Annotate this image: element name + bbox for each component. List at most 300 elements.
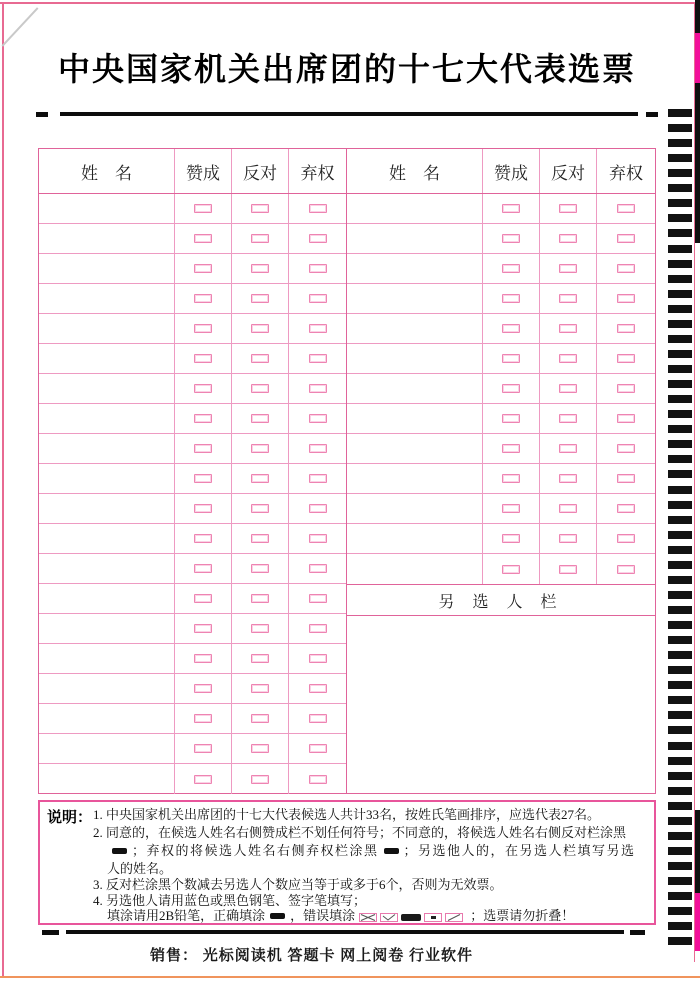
write-in-area[interactable] bbox=[347, 615, 655, 793]
candidate-row bbox=[347, 254, 655, 284]
approve-bubble-cell bbox=[483, 194, 540, 223]
fill-bubble[interactable] bbox=[194, 775, 212, 784]
fill-bubble[interactable] bbox=[309, 474, 327, 483]
fill-bubble[interactable] bbox=[617, 534, 635, 543]
timing-mark bbox=[668, 290, 692, 298]
fill-bubble[interactable] bbox=[502, 234, 520, 243]
candidate-name-cell[interactable] bbox=[347, 284, 483, 313]
candidate-row bbox=[39, 764, 346, 794]
fill-bubble[interactable] bbox=[194, 594, 212, 603]
fill-bubble[interactable] bbox=[502, 354, 520, 363]
fill-bubble[interactable] bbox=[309, 684, 327, 693]
fill-bubble[interactable] bbox=[251, 414, 269, 423]
abstain-bubble-cell bbox=[289, 554, 346, 583]
candidate-name-cell[interactable] bbox=[39, 734, 175, 763]
fill-bubble[interactable] bbox=[309, 564, 327, 573]
fill-bubble[interactable] bbox=[251, 354, 269, 363]
fill-bubble[interactable] bbox=[559, 534, 577, 543]
fill-bubble[interactable] bbox=[251, 714, 269, 723]
candidate-row bbox=[39, 704, 346, 734]
fill-bubble[interactable] bbox=[559, 324, 577, 333]
candidate-name-cell[interactable] bbox=[347, 314, 483, 343]
timing-mark bbox=[668, 169, 692, 177]
abstain-bubble-cell bbox=[597, 404, 655, 433]
candidate-name-cell[interactable] bbox=[39, 674, 175, 703]
abstain-bubble-cell bbox=[289, 404, 346, 433]
candidate-row bbox=[347, 284, 655, 314]
candidate-row bbox=[39, 674, 346, 704]
approve-bubble-cell bbox=[483, 434, 540, 463]
candidate-row bbox=[39, 404, 346, 434]
candidate-table-left bbox=[38, 148, 347, 794]
candidate-row bbox=[347, 464, 655, 494]
fill-bubble[interactable] bbox=[251, 234, 269, 243]
timing-mark bbox=[668, 275, 692, 283]
timing-mark bbox=[668, 380, 692, 388]
rule-dash-left bbox=[42, 930, 59, 935]
rule-bar bbox=[66, 930, 624, 934]
candidate-row bbox=[39, 374, 346, 404]
fill-bubble[interactable] bbox=[251, 294, 269, 303]
oppose-bubble-cell bbox=[232, 734, 289, 763]
abstain-bubble-cell bbox=[289, 314, 346, 343]
oppose-bubble-cell bbox=[232, 554, 289, 583]
fill-bubble[interactable] bbox=[309, 744, 327, 753]
fill-bubble[interactable] bbox=[194, 714, 212, 723]
fill-bubble[interactable] bbox=[194, 264, 212, 273]
wrong-fill-cross-icon bbox=[359, 913, 377, 922]
timing-mark bbox=[668, 576, 692, 584]
fill-bubble[interactable] bbox=[251, 654, 269, 663]
rule-dash-left bbox=[36, 112, 48, 117]
edge-strip-magenta bbox=[695, 33, 700, 83]
timing-mark bbox=[668, 305, 692, 313]
oppose-bubble-cell bbox=[232, 194, 289, 223]
oppose-bubble-cell bbox=[540, 224, 597, 253]
instruction-line: 4. 另选他人请用蓝色或黑色钢笔、签字笔填写； bbox=[93, 893, 367, 908]
timing-mark bbox=[668, 591, 692, 599]
fill-bubble[interactable] bbox=[502, 324, 520, 333]
header-abstain: 弃权 bbox=[300, 163, 335, 183]
oppose-bubble-cell bbox=[232, 344, 289, 373]
candidate-row bbox=[39, 554, 346, 584]
approve-bubble-cell bbox=[175, 254, 232, 283]
timing-mark bbox=[668, 742, 692, 750]
fill-bubble[interactable] bbox=[251, 504, 269, 513]
candidate-row bbox=[39, 224, 346, 254]
timing-mark bbox=[668, 245, 692, 253]
approve-bubble-cell bbox=[175, 494, 232, 523]
fill-bubble[interactable] bbox=[502, 294, 520, 303]
page-border-bottom bbox=[0, 976, 700, 978]
candidate-row bbox=[347, 224, 655, 254]
fill-bubble[interactable] bbox=[194, 204, 212, 213]
fill-bubble[interactable] bbox=[617, 264, 635, 273]
fill-bubble[interactable] bbox=[251, 444, 269, 453]
oppose-bubble-cell bbox=[232, 644, 289, 673]
correct-fill-icon bbox=[270, 913, 285, 919]
abstain-bubble-cell bbox=[597, 464, 655, 493]
timing-mark bbox=[668, 862, 692, 870]
fill-bubble[interactable] bbox=[502, 384, 520, 393]
timing-mark bbox=[668, 621, 692, 629]
page-border-top bbox=[0, 2, 700, 4]
fill-bubble[interactable] bbox=[502, 264, 520, 273]
oppose-bubble-cell bbox=[232, 314, 289, 343]
fill-bubble[interactable] bbox=[502, 565, 520, 574]
fill-bubble[interactable] bbox=[559, 354, 577, 363]
abstain-bubble-cell bbox=[289, 674, 346, 703]
fill-bubble[interactable] bbox=[251, 594, 269, 603]
fill-bubble[interactable] bbox=[617, 474, 635, 483]
instruction-line bbox=[107, 844, 636, 858]
fill-bubble[interactable] bbox=[617, 414, 635, 423]
fill-bubble[interactable] bbox=[251, 204, 269, 213]
timing-marks-track bbox=[668, 109, 692, 949]
approve-bubble-cell bbox=[175, 374, 232, 403]
abstain-bubble-cell bbox=[289, 644, 346, 673]
candidate-row bbox=[39, 524, 346, 554]
oppose-bubble-cell bbox=[232, 224, 289, 253]
fill-bubble[interactable] bbox=[617, 204, 635, 213]
candidate-name-cell[interactable] bbox=[39, 404, 175, 433]
approve-bubble-cell bbox=[175, 734, 232, 763]
fill-bubble[interactable] bbox=[309, 594, 327, 603]
fill-bubble[interactable] bbox=[194, 684, 212, 693]
approve-bubble-cell bbox=[483, 224, 540, 253]
fill-bubble[interactable] bbox=[502, 204, 520, 213]
candidate-row bbox=[39, 194, 346, 224]
fill-bubble[interactable] bbox=[559, 504, 577, 513]
fill-bubble[interactable] bbox=[194, 294, 212, 303]
candidate-name-cell[interactable] bbox=[39, 344, 175, 373]
timing-mark bbox=[668, 365, 692, 373]
approve-bubble-cell bbox=[175, 764, 232, 794]
oppose-bubble-cell bbox=[540, 374, 597, 403]
fill-bubble[interactable] bbox=[194, 234, 212, 243]
approve-bubble-cell bbox=[483, 344, 540, 373]
fill-bubble[interactable] bbox=[617, 234, 635, 243]
candidate-name-cell[interactable] bbox=[39, 284, 175, 313]
wrong-fill-check-icon bbox=[380, 913, 398, 922]
candidate-name-cell[interactable] bbox=[39, 704, 175, 733]
timing-mark bbox=[668, 516, 692, 524]
timing-mark bbox=[668, 335, 692, 343]
oppose-bubble-cell bbox=[232, 674, 289, 703]
candidate-name-cell[interactable] bbox=[39, 584, 175, 613]
fill-bubble[interactable] bbox=[251, 684, 269, 693]
fill-bubble[interactable] bbox=[194, 564, 212, 573]
fill-bubble[interactable] bbox=[194, 354, 212, 363]
candidate-name-cell[interactable] bbox=[347, 374, 483, 403]
table-header-left bbox=[39, 149, 346, 193]
header-rule bbox=[0, 111, 700, 117]
fill-bubble[interactable] bbox=[309, 714, 327, 723]
fill-bubble[interactable] bbox=[617, 565, 635, 574]
fill-bubble[interactable] bbox=[559, 234, 577, 243]
fill-bubble[interactable] bbox=[559, 414, 577, 423]
timing-mark bbox=[668, 666, 692, 674]
fill-bubble[interactable] bbox=[309, 384, 327, 393]
candidate-name-cell[interactable] bbox=[347, 344, 483, 373]
oppose-bubble-cell bbox=[232, 614, 289, 643]
fill-bubble[interactable] bbox=[194, 414, 212, 423]
fill-bubble[interactable] bbox=[502, 414, 520, 423]
candidate-name-cell[interactable] bbox=[39, 224, 175, 253]
candidate-name-cell[interactable] bbox=[39, 614, 175, 643]
fill-bubble[interactable] bbox=[309, 775, 327, 784]
candidate-name-cell[interactable] bbox=[39, 524, 175, 553]
oppose-bubble-cell bbox=[232, 434, 289, 463]
candidate-name-cell[interactable] bbox=[347, 524, 483, 553]
fill-bubble[interactable] bbox=[617, 444, 635, 453]
abstain-bubble-cell bbox=[597, 344, 655, 373]
fill-bubble[interactable] bbox=[559, 204, 577, 213]
approve-bubble-cell bbox=[175, 344, 232, 373]
approve-bubble-cell bbox=[483, 554, 540, 584]
approve-bubble-cell bbox=[175, 194, 232, 223]
candidate-row bbox=[39, 314, 346, 344]
fill-bubble[interactable] bbox=[194, 654, 212, 663]
candidate-name-cell[interactable] bbox=[39, 254, 175, 283]
candidate-name-cell[interactable] bbox=[39, 314, 175, 343]
header-oppose: 反对 bbox=[232, 149, 289, 193]
fill-bubble[interactable] bbox=[194, 504, 212, 513]
timing-mark bbox=[668, 395, 692, 403]
fill-bubble[interactable] bbox=[559, 384, 577, 393]
candidate-name-cell[interactable] bbox=[347, 194, 483, 223]
fill-bubble[interactable] bbox=[559, 474, 577, 483]
edge-strip-magenta bbox=[695, 893, 700, 951]
fill-bubble[interactable] bbox=[502, 474, 520, 483]
fill-bubble[interactable] bbox=[309, 654, 327, 663]
abstain-bubble-cell bbox=[289, 464, 346, 493]
approve-bubble-cell bbox=[483, 524, 540, 553]
rule-dash-right bbox=[646, 112, 658, 117]
approve-bubble-cell bbox=[175, 644, 232, 673]
candidate-row bbox=[39, 644, 346, 674]
approve-bubble-cell bbox=[483, 494, 540, 523]
candidate-row bbox=[347, 194, 655, 224]
approve-bubble-cell bbox=[175, 464, 232, 493]
oppose-bubble-cell bbox=[540, 404, 597, 433]
candidate-row bbox=[347, 434, 655, 464]
candidate-name-cell[interactable] bbox=[347, 404, 483, 433]
candidate-name-cell[interactable] bbox=[39, 374, 175, 403]
abstain-bubble-cell bbox=[597, 494, 655, 523]
header-abstain: 弃权 bbox=[609, 163, 643, 183]
fill-bubble[interactable] bbox=[309, 234, 327, 243]
fill-bubble[interactable] bbox=[617, 354, 635, 363]
candidate-name-cell[interactable] bbox=[347, 464, 483, 493]
oppose-bubble-cell bbox=[540, 494, 597, 523]
edge-strip-black bbox=[695, 810, 700, 893]
fill-bubble[interactable] bbox=[194, 324, 212, 333]
oppose-bubble-cell bbox=[540, 284, 597, 313]
timing-mark bbox=[668, 922, 692, 930]
fill-bubble[interactable] bbox=[194, 474, 212, 483]
timing-mark bbox=[668, 350, 692, 358]
timing-mark bbox=[668, 606, 692, 614]
fill-bubble[interactable] bbox=[194, 384, 212, 393]
fill-bubble[interactable] bbox=[194, 744, 212, 753]
timing-mark bbox=[668, 561, 692, 569]
edge-strip-black bbox=[695, 83, 700, 243]
candidate-name-cell[interactable] bbox=[39, 554, 175, 583]
abstain-bubble-cell bbox=[597, 314, 655, 343]
approve-bubble-cell bbox=[175, 314, 232, 343]
timing-mark bbox=[668, 726, 692, 734]
candidate-rows-right bbox=[347, 193, 655, 584]
fill-bubble[interactable] bbox=[617, 324, 635, 333]
rule-bar bbox=[60, 112, 638, 116]
candidate-name-cell[interactable] bbox=[39, 194, 175, 223]
instruction-text: ；另选他人的，在另选人栏填写另选 bbox=[403, 843, 636, 858]
fill-bubble[interactable] bbox=[502, 534, 520, 543]
approve-bubble-cell bbox=[175, 674, 232, 703]
oppose-bubble-cell bbox=[232, 464, 289, 493]
approve-bubble-cell bbox=[483, 464, 540, 493]
candidate-row bbox=[39, 344, 346, 374]
candidate-name-cell[interactable] bbox=[39, 644, 175, 673]
fill-bubble[interactable] bbox=[194, 624, 212, 633]
instruction-text: ；弃权的将候选人姓名右侧弃权栏涂黑 bbox=[132, 843, 379, 858]
candidate-name-cell[interactable] bbox=[39, 494, 175, 523]
approve-bubble-cell bbox=[175, 614, 232, 643]
fill-bubble[interactable] bbox=[251, 474, 269, 483]
candidate-name-cell[interactable] bbox=[347, 224, 483, 253]
candidate-row bbox=[39, 734, 346, 764]
candidate-name-cell[interactable] bbox=[347, 254, 483, 283]
candidate-rows-left bbox=[39, 193, 346, 794]
oppose-bubble-cell bbox=[232, 404, 289, 433]
abstain-bubble-cell bbox=[289, 344, 346, 373]
filled-mark-icon bbox=[384, 848, 399, 854]
fill-bubble[interactable] bbox=[309, 324, 327, 333]
oppose-bubble-cell bbox=[232, 284, 289, 313]
candidate-name-cell[interactable] bbox=[347, 554, 483, 584]
timing-mark bbox=[668, 802, 692, 810]
timing-mark bbox=[668, 636, 692, 644]
instruction-line: 2. 同意的，在候选人姓名右侧赞成栏不划任何符号；不同意的，将候选人姓名右侧反对栏涂黑 bbox=[93, 825, 627, 840]
timing-mark bbox=[668, 772, 692, 780]
candidate-row bbox=[347, 374, 655, 404]
fill-bubble[interactable] bbox=[309, 414, 327, 423]
fill-bubble[interactable] bbox=[251, 324, 269, 333]
timing-mark bbox=[668, 229, 692, 237]
fill-bubble[interactable] bbox=[309, 354, 327, 363]
candidate-name-cell[interactable] bbox=[347, 494, 483, 523]
fill-bubble[interactable] bbox=[559, 264, 577, 273]
oppose-bubble-cell bbox=[540, 254, 597, 283]
candidate-name-cell[interactable] bbox=[39, 434, 175, 463]
ballot-title: 中央国家机关出席团的十七大代表选票 bbox=[57, 51, 636, 87]
timing-mark bbox=[668, 877, 692, 885]
fill-bubble[interactable] bbox=[502, 504, 520, 513]
timing-mark bbox=[668, 711, 692, 719]
rule-dash-right bbox=[630, 930, 645, 935]
fill-bubble[interactable] bbox=[502, 444, 520, 453]
fill-bubble[interactable] bbox=[309, 294, 327, 303]
oppose-bubble-cell bbox=[232, 524, 289, 553]
candidate-row bbox=[39, 464, 346, 494]
approve-bubble-cell bbox=[175, 524, 232, 553]
fill-bubble[interactable] bbox=[617, 384, 635, 393]
fill-bubble[interactable] bbox=[309, 534, 327, 543]
fill-bubble[interactable] bbox=[559, 294, 577, 303]
timing-mark bbox=[668, 937, 692, 945]
timing-mark bbox=[668, 124, 692, 132]
oppose-bubble-cell bbox=[232, 374, 289, 403]
fill-bubble[interactable] bbox=[194, 534, 212, 543]
fill-bubble[interactable] bbox=[309, 504, 327, 513]
fill-bubble[interactable] bbox=[251, 624, 269, 633]
fill-bubble[interactable] bbox=[251, 775, 269, 784]
oppose-bubble-cell bbox=[232, 254, 289, 283]
approve-bubble-cell bbox=[483, 374, 540, 403]
approve-bubble-cell bbox=[483, 284, 540, 313]
timing-mark bbox=[668, 199, 692, 207]
candidate-name-cell[interactable] bbox=[347, 434, 483, 463]
timing-mark bbox=[668, 260, 692, 268]
timing-mark bbox=[668, 651, 692, 659]
candidate-row bbox=[347, 554, 655, 584]
approve-bubble-cell bbox=[175, 224, 232, 253]
fill-bubble[interactable] bbox=[251, 744, 269, 753]
fill-bubble[interactable] bbox=[309, 444, 327, 453]
fill-bubble[interactable] bbox=[194, 444, 212, 453]
fill-bubble[interactable] bbox=[251, 384, 269, 393]
abstain-bubble-cell bbox=[289, 224, 346, 253]
fill-bubble[interactable] bbox=[309, 624, 327, 633]
candidate-name-cell[interactable] bbox=[39, 764, 175, 794]
timing-mark bbox=[668, 320, 692, 328]
approve-bubble-cell bbox=[175, 704, 232, 733]
fill-bubble[interactable] bbox=[251, 534, 269, 543]
oppose-bubble-cell bbox=[540, 344, 597, 373]
abstain-bubble-cell bbox=[289, 284, 346, 313]
fill-bubble[interactable] bbox=[309, 204, 327, 213]
candidate-row bbox=[347, 344, 655, 374]
oppose-bubble-cell bbox=[540, 314, 597, 343]
candidate-row bbox=[39, 434, 346, 464]
timing-mark bbox=[668, 410, 692, 418]
fill-bubble[interactable] bbox=[251, 564, 269, 573]
table-header-right bbox=[347, 149, 655, 193]
footer-rule bbox=[0, 929, 700, 935]
wrong-fill-solid-icon bbox=[401, 913, 421, 922]
abstain-bubble-cell bbox=[289, 524, 346, 553]
abstain-bubble-cell bbox=[289, 614, 346, 643]
fill-bubble[interactable] bbox=[309, 264, 327, 273]
candidate-name-cell[interactable] bbox=[39, 464, 175, 493]
abstain-bubble-cell bbox=[597, 224, 655, 253]
timing-mark bbox=[668, 817, 692, 825]
fill-bubble[interactable] bbox=[559, 444, 577, 453]
abstain-bubble-cell bbox=[597, 524, 655, 553]
edge-strip-black bbox=[695, 0, 700, 33]
approve-bubble-cell bbox=[175, 284, 232, 313]
fill-bubble[interactable] bbox=[617, 504, 635, 513]
filled-mark-icon bbox=[112, 848, 127, 854]
fill-bubble[interactable] bbox=[251, 264, 269, 273]
oppose-bubble-cell bbox=[540, 434, 597, 463]
fill-bubble[interactable] bbox=[559, 565, 577, 574]
footer-text: 销售： 光标阅读机 答题卡 网上阅卷 行业软件 bbox=[150, 948, 474, 964]
instructions-label: 说明： bbox=[47, 810, 93, 826]
approve-bubble-cell bbox=[175, 434, 232, 463]
fill-bubble[interactable] bbox=[617, 294, 635, 303]
